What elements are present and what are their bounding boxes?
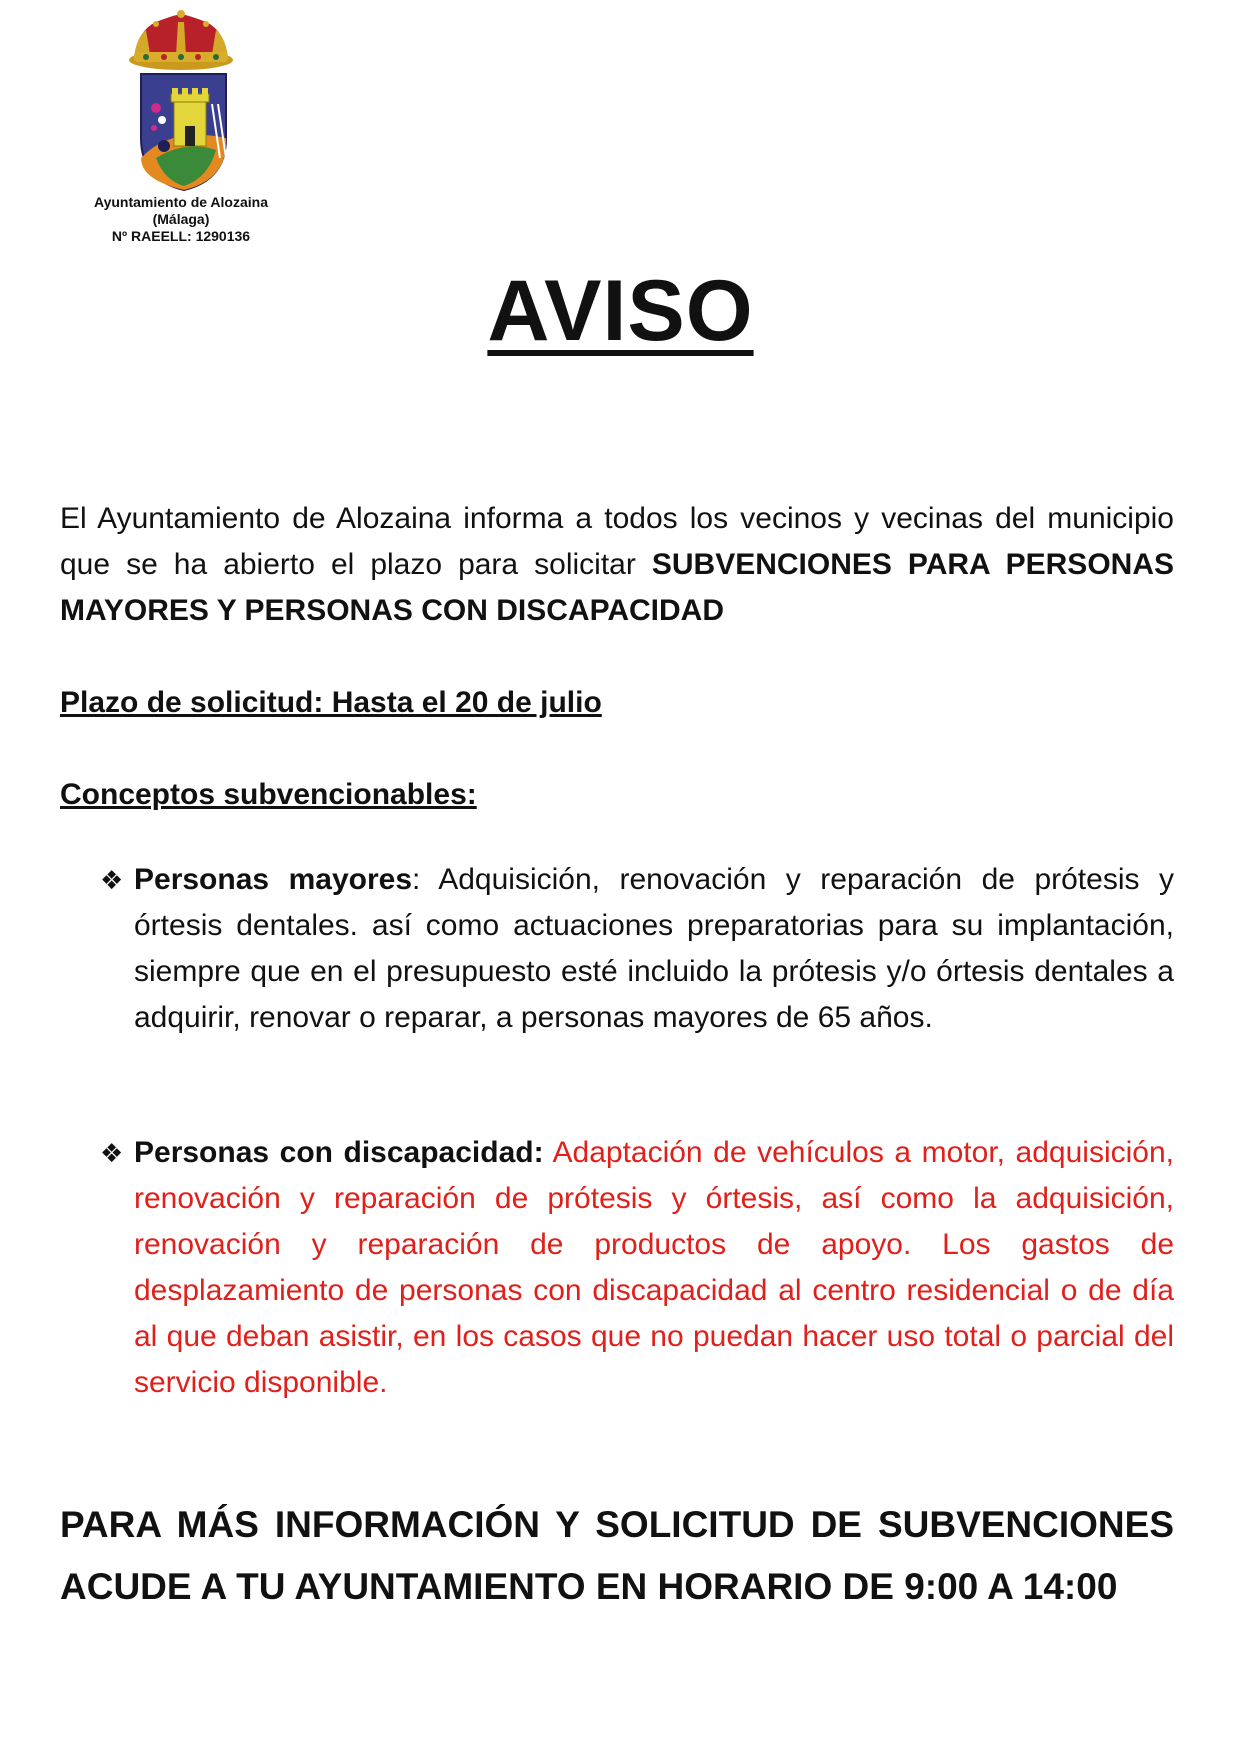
list-item-separator: : bbox=[412, 863, 439, 896]
concepts-heading: Conceptos subvencionables: bbox=[60, 778, 477, 811]
list-item bbox=[60, 857, 1174, 1041]
page-title bbox=[0, 262, 1241, 361]
page-title-text: AVISO bbox=[487, 263, 754, 359]
list-item-label: Personas con discapacidad: bbox=[134, 1136, 544, 1169]
coat-of-arms-icon bbox=[116, 8, 246, 194]
list-item-label: Personas mayores bbox=[134, 863, 413, 896]
shield-icon bbox=[141, 74, 226, 190]
list-item-text: Adquisición, renovación y reparación de prótesis y órtesis dentales. así como actuaciones preparatorias para su implantación, siempre que en el presupuesto esté incluido la prótesis y/o órtesis dentales a adquirir, renovar o reparar, a personas mayores de 65 años. bbox=[134, 863, 1175, 1034]
list-item-separator bbox=[544, 1136, 553, 1169]
diamond-bullet-icon: ❖ bbox=[100, 865, 124, 895]
org-registry: Nº RAEELL: 1290136 bbox=[111, 228, 251, 244]
org-name: Ayuntamiento de Alozaina bbox=[94, 194, 268, 210]
intro-paragraph bbox=[60, 496, 1174, 634]
intro-text: El Ayuntamiento de Alozaina informa a todos los vecinos y vecinas del municipio que se ha abierto el plazo para solicitar bbox=[60, 502, 1174, 581]
crown-icon bbox=[129, 10, 233, 70]
deadline-heading: Plazo de solicitud: Hasta el 20 de julio bbox=[60, 686, 602, 719]
footer-notice: PARA MÁS INFORMACIÓN Y SOLICITUD DE SUBVENCIONES ACUDE A TU AYUNTAMIENTO EN HORARIO DE 9:00 A 14:00 bbox=[60, 1504, 1174, 1607]
org-province: (Málaga) bbox=[152, 211, 210, 227]
list-item-body bbox=[134, 857, 1174, 1041]
intro-bold-text: SUBVENCIONES PARA PERSONAS MAYORES Y PERSONAS CON DISCAPACIDAD bbox=[60, 548, 1174, 627]
letterhead bbox=[76, 8, 286, 245]
list-item-text: Adaptación de vehículos a motor, adquisición, renovación y reparación de prótesis y órtesis, así como la adquisición, renovación y reparación de productos de apoyo. Los gastos de desplazamiento de personas con discapacidad al centro residencial o de día al que deban asistir, en los casos que no puedan hacer uso total o parcial del servicio disponible. bbox=[134, 1136, 1174, 1399]
diamond-bullet-icon: ❖ bbox=[100, 1138, 124, 1168]
list-item-body bbox=[134, 1130, 1174, 1406]
list-item bbox=[60, 1130, 1174, 1406]
